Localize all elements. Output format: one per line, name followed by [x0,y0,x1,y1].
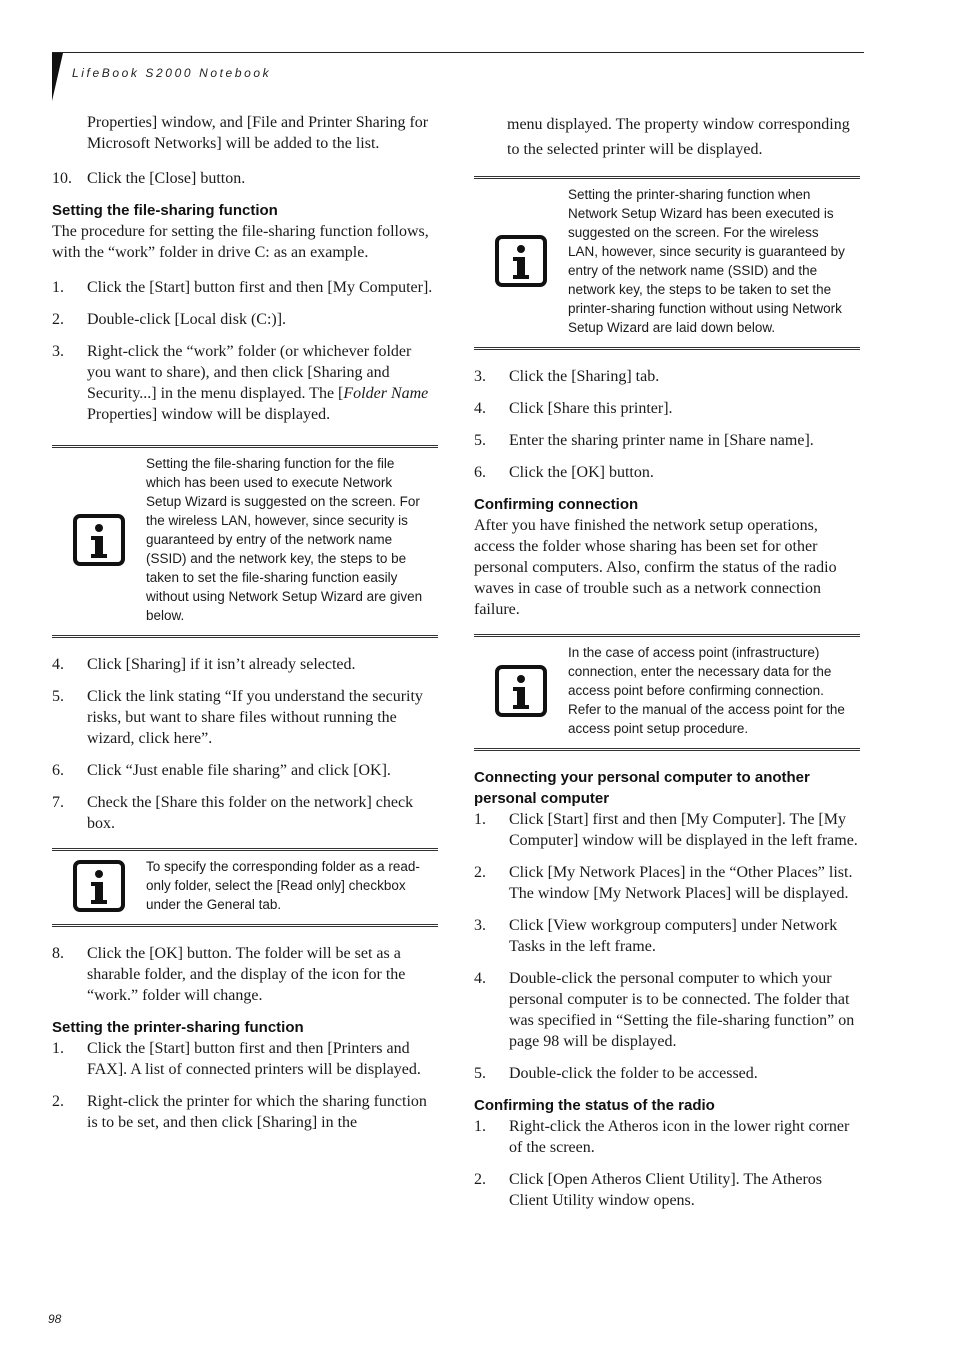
heading-connecting-computers: Connecting your personal computer to another personal computer [474,769,810,807]
printer-step-5: 5. Enter the sharing printer name in [Share name]. [474,432,814,449]
confirming-text: After you have finished the network setup operations, access the folder whose sharing has been set for other personal computers. Also, confirm the status of the radio waves in case of trouble such as a network connection failure. [474,517,837,618]
info-note-file-sharing [52,445,438,638]
heading-radio-status: Confirming the status of the radio [474,1097,715,1114]
connect-step-4: 4. Double-click the personal computer to which your personal computer is to be connected. The folder that was specified in “Setting the file-sharing function” on page 98 will be displayed. [474,970,855,1050]
heading-file-sharing: Setting the file-sharing function [52,202,278,219]
info-note-printer-sharing [474,176,860,350]
info-note-access-point [474,634,860,751]
file-step-4: 4. Click [Sharing] if it isn’t already selected. [52,656,356,673]
heading-confirming-connection: Confirming connection [474,496,639,513]
info-icon [495,665,547,717]
file-step-5: 5. Click the link stating “If you understand the security risks, but want to share files without running the wizard, click here”. [52,688,423,747]
connect-step-2: 2. Click [My Network Places] in the “Other Places” list. The window [My Network Places] will be displayed. [474,864,853,902]
file-step-3: 3. Right-click the “work” folder (or whichever folder you want to share), and then click [Sharing and Security...] in the menu displayed. The [Folder Name Properties] window will be displayed. [52,343,429,423]
info-icon [495,235,547,287]
printer-step-2: 2. Right-click the printer for which the sharing function is to be set, and then click [Sharing] in the [52,1093,427,1131]
radio-step-1: 1. Right-click the Atheros icon in the lower right corner of the screen. [474,1118,850,1156]
file-step-2: 2. Double-click [Local disk (C:)]. [52,311,287,328]
note-text: In the case of access point (infrastructure) connection, enter the necessary data for the access point before confirming connection. Refer to the manual of the access point for the access point setup procedure. [568,645,845,736]
file-step-7: 7. Check the [Share this folder on the network] check box. [52,794,414,832]
page-number: 98 [48,1312,62,1326]
header-corner-mark [52,53,63,101]
file-step-1: 1. Click the [Start] button first and then [My Computer]. [52,279,433,296]
step-10: 10. Click the [Close] button. [52,170,246,187]
printer-step-4: 4. Click [Share this printer]. [474,400,673,417]
continued-paragraph: menu displayed. The property window corresponding to the selected printer will be displayed. [507,116,850,158]
info-icon [73,514,125,566]
radio-step-2: 2. Click [Open Atheros Client Utility]. The Atheros Client Utility window opens. [474,1171,822,1209]
connect-step-5: 5. Double-click the folder to be accessed. [474,1065,758,1082]
note-text: To specify the corresponding folder as a read-only folder, select the [Read only] checkbox under the General tab. [146,859,420,912]
right-column [474,112,860,1222]
connect-step-1: 1. Click [Start] first and then [My Computer]. The [My Computer] window will be displayed in the left frame. [474,811,858,849]
note-text: Setting the file-sharing function for the file which has been used to execute Network Setup Wizard is suggested on the screen. For the wireless LAN, however, since security is guaranteed by entry of the network name (SSID) and the network key, the steps to be taken to set the file-sharing function easily without using Network Setup Wizard are given below. [146,456,423,623]
continued-paragraph: Properties] window, and [File and Printer Sharing for Microsoft Networks] will be added to the list. [87,114,429,152]
info-icon [73,860,125,912]
file-step-8: 8. Click the [OK] button. The folder will be set as a sharable folder, and the display of the icon for the “work.” folder will change. [52,945,406,1004]
info-note-read-only [52,848,438,927]
heading-printer-sharing: Setting the printer-sharing function [52,1019,304,1036]
running-header: LifeBook S2000 Notebook [72,66,272,80]
printer-step-3: 3. Click the [Sharing] tab. [474,368,660,385]
note-text: Setting the printer-sharing function when Network Setup Wizard has been executed is suggested on the screen. For the wireless LAN, however, since security is guaranteed by entry of the network name (SSID) and the network key, the steps to be taken to set the printer-sharing function without using Network Setup Wizard are laid down below. [568,187,845,335]
header-rule [52,52,864,53]
file-step-6: 6. Click “Just enable file sharing” and click [OK]. [52,762,391,779]
connect-step-3: 3. Click [View workgroup computers] under Network Tasks in the left frame. [474,917,838,955]
printer-step-1: 1. Click the [Start] button first and then [Printers and FAX]. A list of connected printers will be displayed. [52,1040,421,1078]
printer-step-6: 6. Click the [OK] button. [474,464,654,481]
file-sharing-intro: The procedure for setting the file-sharing function follows, with the “work” folder in drive C: as an example. [52,223,429,261]
left-column [52,112,438,1144]
